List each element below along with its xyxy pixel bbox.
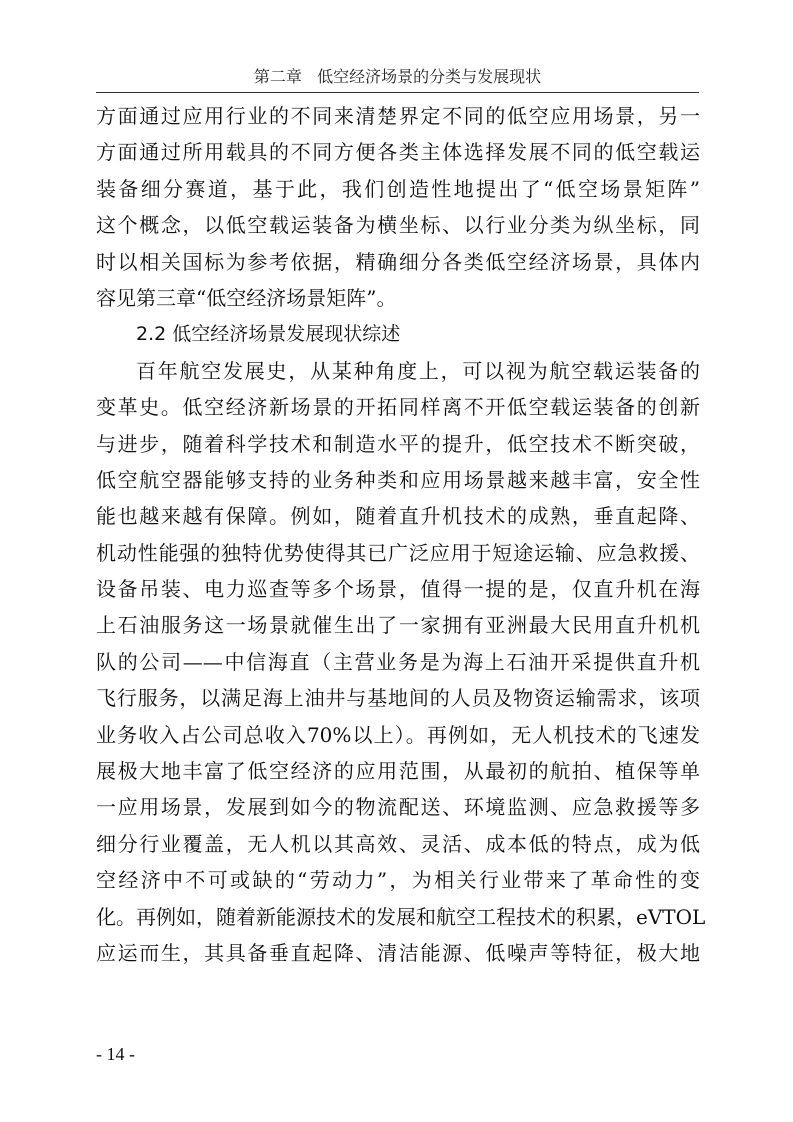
paragraph-line: 方面通过应用行业的不同来清楚界定不同的低空应用场景，另一 xyxy=(96,104,700,128)
body-text xyxy=(96,98,706,971)
paragraph-line: 应运而生，其具备垂直起降、清洁能源、低噪声等特征，极大地 xyxy=(96,940,700,965)
paragraph-line: 细分行业覆盖，无人机以其高效、灵活、成本低的特点，成为低 xyxy=(96,831,700,856)
paragraph-line: 这个概念，以低空载运装备为横坐标、以行业分类为纵坐标，同 xyxy=(96,213,700,238)
paragraph-line: 与进步，随着科学技术和制造水平的提升，低空技术不断突破， xyxy=(96,431,700,456)
paragraph-line: 装备细分赛道，基于此，我们创造性地提出了“低空场景矩阵” xyxy=(96,176,700,201)
paragraph-line: 展极大地丰富了低空经济的应用范围，从最初的航拍、植保等单 xyxy=(96,759,700,784)
paragraph-line: 时以相关国标为参考依据，精确细分各类低空经济场景，具体内 xyxy=(96,249,700,274)
header-divider xyxy=(96,92,699,93)
paragraph-line: 百年航空发展史，从某种角度上，可以视为航空载运装备的 xyxy=(136,358,700,383)
paragraph-line: 能也越来越有保障。例如，随着直升机技术的成熟，垂直起降、 xyxy=(96,504,700,529)
paragraph-line: 上石油服务这一场景就催生出了一家拥有亚洲最大民用直升机机 xyxy=(96,613,700,638)
chapter-label: 第二章 xyxy=(253,67,302,86)
paragraph-line: 设备吊装、电力巡查等多个场景，值得一提的是，仅直升机在海 xyxy=(96,577,700,602)
paragraph-line: 空经济中不可或缺的“劳动力”，为相关行业带来了革命性的变 xyxy=(96,868,700,893)
section-title: 低空经济场景发展现状综述 xyxy=(172,323,401,346)
paragraph-line: 机动性能强的独特优势使得其已广泛应用于短途运输、应急救援、 xyxy=(96,540,700,565)
paragraph-line: 一应用场景，发展到如今的物流配送、环境监测、应急救援等多 xyxy=(96,795,700,820)
paragraph-line: 队的公司——中信海直（主营业务是为海上石油开采提供直升机 xyxy=(96,649,700,674)
paragraph-line: 变革史。低空经济新场景的开拓同样离不开低空载运装备的创新 xyxy=(96,395,700,420)
section-heading xyxy=(96,316,700,352)
paragraph-line: 化。再例如，随着新能源技术的发展和航空工程技术的积累，eVTOL xyxy=(96,904,706,929)
paragraph-line: 飞行服务，以满足海上油井与基地间的人员及物资运输需求，该项 xyxy=(96,686,700,711)
page-number: - 14 - xyxy=(96,1044,135,1064)
chapter-title: 低空经济场景的分类与发展现状 xyxy=(317,67,542,86)
paragraph-line: 业务收入占公司总收入70%以上）。再例如，无人机技术的飞速发 xyxy=(96,722,700,747)
paragraph-line: 容见第三章“低空经济场景矩阵”。 xyxy=(96,285,397,310)
paragraph-line: 低空航空器能够支持的业务种类和应用场景越来越丰富，安全性 xyxy=(96,467,700,492)
running-header xyxy=(96,66,699,88)
paragraph-line: 方面通过所用载具的不同方便各类主体选择发展不同的低空载运 xyxy=(96,140,700,165)
section-number: 2.2 xyxy=(136,323,167,346)
